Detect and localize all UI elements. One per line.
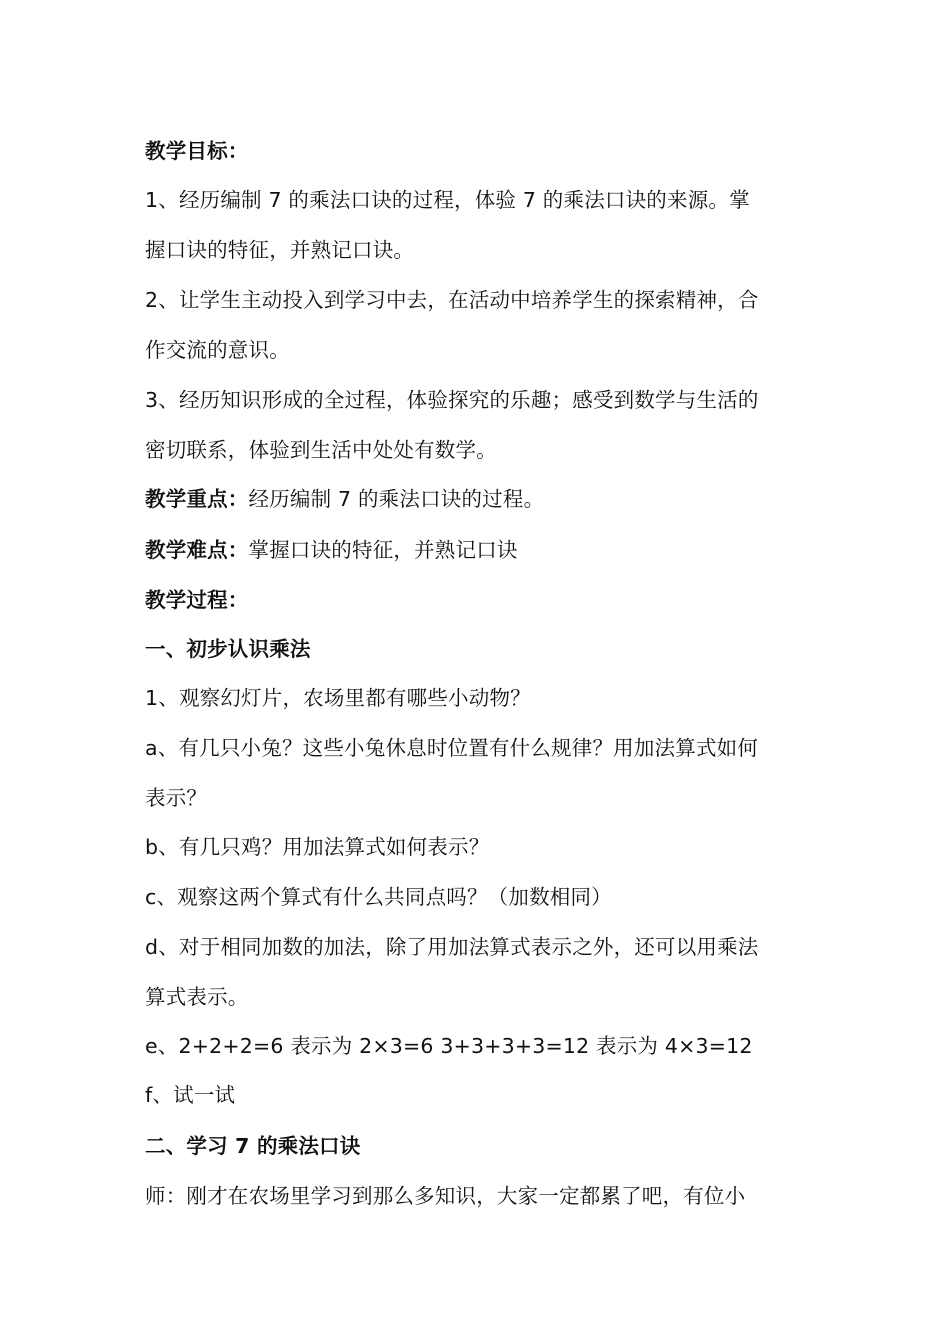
step-e: e、2+2+2=6 表示为 2×3=6 3+3+3+3=12 表示为 4×3=12: [145, 1034, 753, 1058]
key-point-text: 经历编制 7 的乘法口诀的过程。: [248, 487, 545, 511]
objective-2-line-1: 2、让学生主动投入到学习中去，在活动中培养学生的探索精神，合: [145, 288, 759, 312]
step-1: 1、观察幻灯片，农场里都有哪些小动物？: [145, 686, 531, 710]
difficulty-paragraph: [145, 535, 810, 565]
step-c: c、观察这两个算式有什么共同点吗？（加数相同）: [145, 885, 612, 909]
heading-objectives: 教学目标：: [145, 139, 249, 163]
step-a-line-2: 表示？: [145, 786, 208, 810]
teacher-line: 师：刚才在农场里学习到那么多知识，大家一定都累了吧，有位小: [145, 1184, 746, 1208]
objective-3-line-2: 密切联系，体验到生活中处处有数学。: [145, 438, 497, 462]
step-b: b、有几只鸡？用加法算式如何表示？: [145, 835, 490, 859]
difficulty-text: 掌握口诀的特征，并熟记口诀: [248, 538, 518, 562]
step-d-line-1: d、对于相同加数的加法，除了用加法算式表示之外，还可以用乘法: [145, 935, 759, 959]
objective-1-line-2: 握口诀的特征，并熟记口诀。: [145, 238, 415, 262]
step-f: f、试一试: [145, 1083, 236, 1107]
section-2-title: 二、学习 7 的乘法口诀: [145, 1134, 361, 1158]
key-point-paragraph: [145, 484, 810, 514]
step-a-line-1: a、有几只小兔？这些小兔休息时位置有什么规律？用加法算式如何: [145, 736, 759, 760]
objective-2-line-2: 作交流的意识。: [145, 338, 290, 362]
key-point-label: 教学重点：: [145, 487, 249, 511]
heading-process: 教学过程：: [145, 588, 249, 612]
section-1-title: 一、初步认识乘法: [145, 637, 311, 661]
difficulty-label: 教学难点：: [145, 538, 249, 562]
objective-1-line-1: 1、经历编制 7 的乘法口诀的过程，体验 7 的乘法口诀的来源。掌: [145, 188, 750, 212]
objective-3-line-1: 3、经历知识形成的全过程，体验探究的乐趣；感受到数学与生活的: [145, 388, 759, 412]
step-d-line-2: 算式表示。: [145, 985, 249, 1009]
